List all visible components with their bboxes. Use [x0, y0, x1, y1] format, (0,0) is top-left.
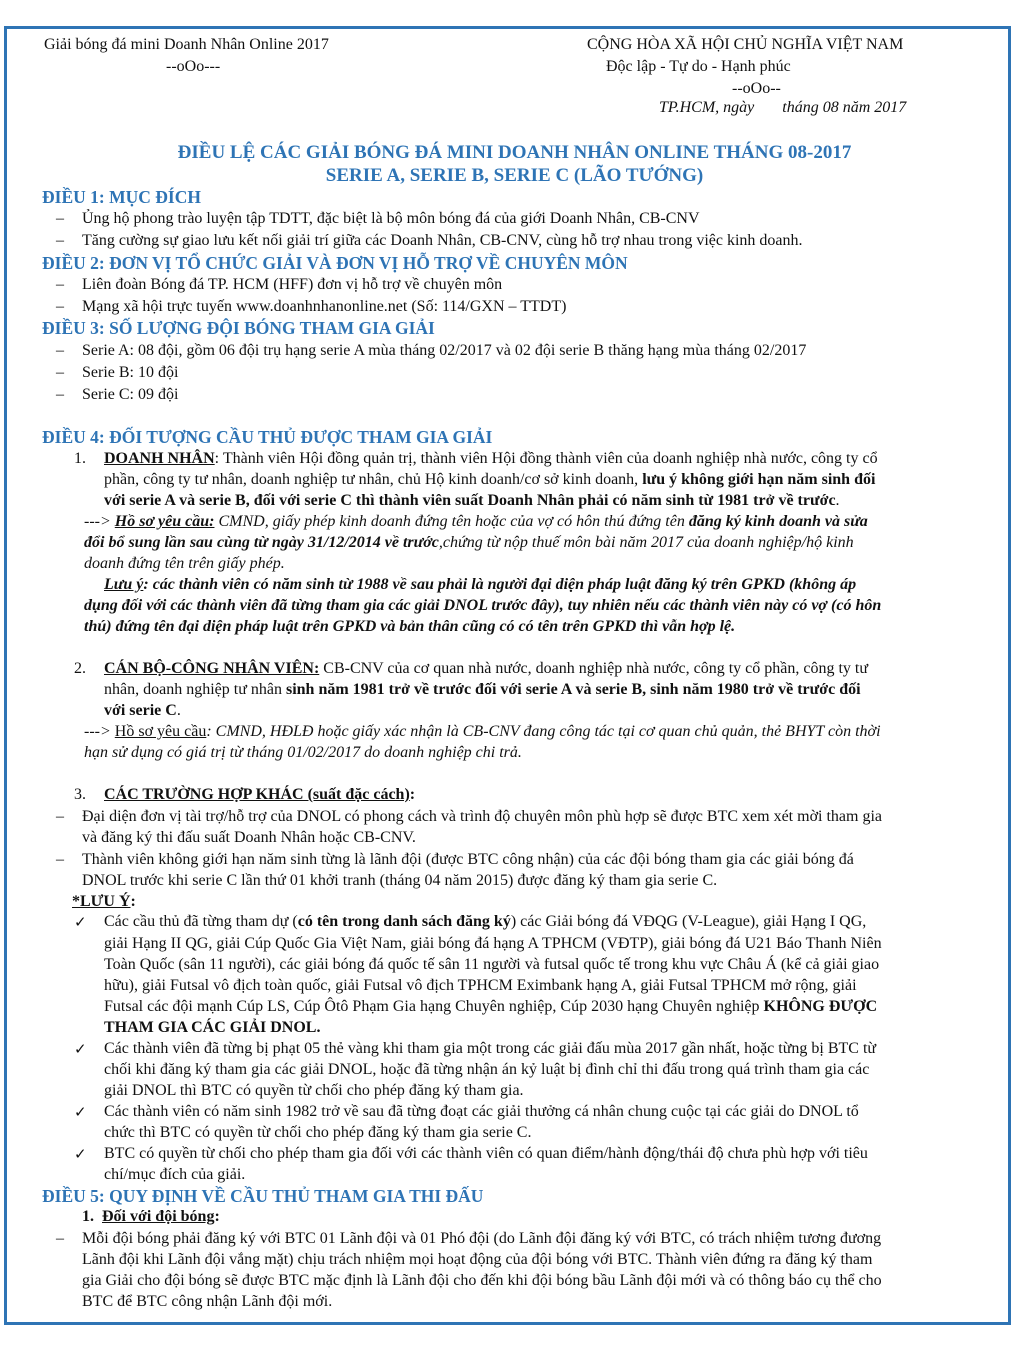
document-title: ĐIỀU LỆ CÁC GIẢI BÓNG ĐÁ MINI DOANH NHÂN ONLINE THÁNG 08-2017: [177, 142, 852, 163]
team-rule-line: Mỗi đội bóng phải đăng ký với BTC 01 Lãnh đội và 01 Phó đội (do Lãnh đội đăng ký với BTC, có trách nhiệm tương đương: [82, 1230, 882, 1247]
notice-line: Các thành viên có năm sinh 1982 trở về sau đã từng đoạt các giải thưởng cá nhân chung cuộc tại các giải do DNOL tổ: [104, 1103, 859, 1120]
special-case-line: và đăng ký thi đấu suất Doanh Nhân hoặc CB-CNV.: [82, 829, 416, 846]
motto: Độc lập - Tự do - Hạnh phúc: [606, 58, 791, 75]
item-number: 1.: [74, 450, 86, 467]
right-separator: --oOo--: [732, 80, 781, 97]
docs-label: Hồ sơ yêu cầu:: [114, 513, 215, 530]
check-icon: ✓: [74, 1105, 87, 1121]
item-number: 1.: [82, 1208, 94, 1225]
dash-marker: –: [56, 851, 64, 868]
special-case-line: Thành viên không giới hạn năm sinh từng là lãnh đội (được BTC công nhận) của các đội bóng tham gia các giải bóng đá: [82, 851, 854, 868]
businessman-paragraph-line: với serie A và serie B, đối với serie C thì thành viên suất Doanh Nhân phải có năm sinh từ 1981 trở về trước.: [104, 492, 840, 509]
businessman-docs-line: doanh đứng tên trên giấy phép.: [84, 555, 285, 572]
check-icon: ✓: [74, 1042, 87, 1058]
article-2-heading: ĐIỀU 2: ĐƠN VỊ TỔ CHỨC GIẢI VÀ ĐƠN VỊ HỖ TRỢ VỀ CHUYÊN MÔN: [42, 253, 628, 273]
document-date: TP.HCM, ngày tháng 08 năm 2017: [659, 99, 907, 116]
dash-marker: –: [56, 232, 64, 249]
dash-marker: –: [56, 386, 64, 403]
check-icon: ✓: [74, 915, 87, 931]
employee-paragraph-line: nhân, doanh nghiệp tư nhân sinh năm 1981 trở về trước đối với serie A và serie B, sinh năm 1980 trở về trước đối: [104, 681, 861, 698]
list-item: Serie C: 09 đội: [82, 386, 179, 403]
left-separator: --oOo---: [166, 58, 221, 75]
employee-paragraph-line: với serie C.: [104, 702, 181, 719]
article-3-heading: ĐIỀU 3: SỐ LƯỢNG ĐỘI BÓNG THAM GIA GIẢI: [42, 318, 435, 338]
list-item: Serie A: 08 đội, gồm 06 đội trụ hạng serie A mùa tháng 02/2017 và 02 đội serie B thăng hạng mùa tháng 02/2017: [82, 342, 807, 359]
team-rule-line: BTC để BTC công nhận Lãnh đội mới.: [82, 1293, 333, 1310]
list-item: Serie B: 10 đội: [82, 364, 179, 381]
note-label: Lưu ý: [104, 576, 144, 593]
article-1-heading: ĐIỀU 1: MỤC ĐÍCH: [42, 187, 201, 207]
businessman-paragraph-line: DOANH NHÂN: Thành viên Hội đồng quản trị, thành viên Hội đồng thành viên của doanh nghiệp nhà nước, công ty cổ: [104, 450, 878, 467]
document-subtitle: SERIE A, SERIE B, SERIE C (LÃO TƯỚNG): [325, 165, 704, 186]
list-item: Mạng xã hội trực tuyến www.doanhnhanonline.net (Số: 114/GXN – TTDT): [82, 298, 567, 315]
special-case-line: Đại diện đơn vị tài trợ/hỗ trợ của DNOL có phong cách và trình độ chuyên môn phù hợp sẽ được BTC xem xét mời tham gia: [82, 808, 883, 825]
businessman-paragraph-line: phần, công ty tư nhân, doanh nghiệp tư nhân, chủ Hộ kinh doanh/cơ sở kinh doanh, lưu ý không giới hạn năm sinh đối: [104, 471, 876, 488]
notice-line: Các cầu thủ đã từng tham dự (có tên trong danh sách đăng ký) các Giải bóng đá VĐQG (V-League), giải Hạng I QG,: [104, 913, 867, 930]
dash-marker: –: [56, 808, 64, 825]
list-item: Liên đoàn Bóng đá TP. HCM (HFF) đơn vị hỗ trợ về chuyên môn: [82, 276, 503, 293]
notice-line: Futsal các đội mạnh Cúp LS, Cúp Ôtô Phạm Gia hạng Chuyên nghiệp, Cúp 2030 hạng Chuyên nghiệp KHÔNG ĐƯỢC: [104, 998, 878, 1015]
notice-line: giải DNOL thì BTC có quyền từ chối cho phép đăng ký tham gia.: [104, 1082, 524, 1099]
item-number: 3.: [74, 786, 86, 803]
businessman-docs-line: ---> Hồ sơ yêu cầu: CMND, giấy phép kinh doanh đứng tên hoặc của vợ có hôn thú đứng tên đăng ký kinh doanh và sửa: [84, 513, 868, 530]
team-rule-line: Lãnh đội khi Lãnh đội vắng mặt) chịu trách nhiệm mọi hoạt động của đội bóng với BTC. Thành viên đứng ra đăng ký tham: [82, 1251, 873, 1268]
notice-line: BTC có quyền từ chối cho phép tham gia đối với các thành viên có quan điểm/hành động/thái độ chưa phù hợp với tiêu: [104, 1145, 868, 1162]
businessman-label: DOANH NHÂN: [104, 450, 215, 467]
item-number: 2.: [74, 660, 86, 677]
article-5-heading: ĐIỀU 5: QUY ĐỊNH VỀ CẦU THỦ THAM GIA THI ĐẤU: [42, 1186, 484, 1206]
dash-marker: –: [56, 210, 64, 227]
businessman-note-line: thú) đứng tên đại diện pháp luật trên GPKD và bản thân cũng có có tên trên GPKD thì vẫn hợp lệ.: [84, 618, 736, 635]
dash-marker: –: [56, 276, 64, 293]
special-case-line: DNOL trước khi serie C lần thứ 01 khởi tranh (tháng 04 năm 2015) được đăng ký tham gia serie C.: [82, 872, 718, 889]
notice-line: chí/mục đích của giải.: [104, 1166, 246, 1183]
dash-marker: –: [56, 298, 64, 315]
list-item: Tăng cường sự giao lưu kết nối giải trí giữa các Doanh Nhân, CB-CNV, cùng hỗ trợ nhau trong việc kinh doanh.: [82, 232, 803, 249]
article-4-heading: ĐIỀU 4: ĐỐI TƯỢNG CẦU THỦ ĐƯỢC THAM GIA GIẢI: [42, 427, 493, 447]
employee-label: CÁN BỘ-CÔNG NHÂN VIÊN:: [104, 660, 320, 677]
org-name: Giải bóng đá mini Doanh Nhân Online 2017: [44, 36, 329, 53]
notice-line: chức thì BTC có quyền từ chối cho phép đăng ký tham gia serie C.: [104, 1124, 532, 1141]
check-icon: ✓: [74, 1147, 87, 1163]
special-cases-heading: CÁC TRƯỜNG HỢP KHÁC (suất đặc cách):: [104, 786, 416, 803]
businessman-docs-line: đổi bổ sung lần sau cùng từ ngày 31/12/2014 về trước,chứng từ nộp thuế môn bài năm 2017 của doanh nghiệp/hộ kinh: [84, 534, 854, 551]
country-header: CỘNG HÒA XÃ HỘI CHỦ NGHĨA VIỆT NAM: [587, 36, 904, 53]
notice-line: chối khi đăng ký tham gia các giải DNOL, hoặc đã từng nhận án kỷ luật bị đình chỉ thi đấu trong quá trình tham gia các: [104, 1061, 870, 1078]
businessman-note-line: Lưu ý: các thành viên có năm sinh từ 1988 về sau phải là người đại diện pháp luật đăng ký trên GPKD (không áp: [104, 576, 857, 593]
team-rules-heading: Đối với đội bóng:: [102, 1208, 220, 1225]
employee-docs-line: hạn sử dụng có giá trị từ tháng 01/02/2017 do doanh nghiệp chi trả.: [84, 744, 522, 761]
notice-line: Toàn Quốc (sân 11 người), các giải bóng đá quốc tế sân 11 người và futsal quốc tế trong khu vực Châu Á (kể cả giải giao: [104, 956, 880, 973]
dash-marker: –: [56, 342, 64, 359]
notice-line: hữu), giải Futsal vô địch toàn quốc, giải Futsal vô địch TPHCM Eximbank hạng A, giải Futsal TPHCM mở rộng, giải: [104, 977, 857, 994]
dash-marker: –: [56, 364, 64, 381]
team-rule-line: gia Giải cho đội bóng sẽ được BTC mặc định là Lãnh đội cho đến khi đội bóng bầu Lãnh đội mới và có thông báo cụ thể cho: [82, 1272, 882, 1289]
employee-docs-line: ---> Hồ sơ yêu cầu: CMND, HĐLĐ hoặc giấy xác nhận là CB-CNV đang công tác tại cơ quan chủ quản, thẻ BHYT còn thời: [84, 723, 881, 740]
businessman-note-line: dụng đối với các thành viên đã từng tham gia các giải DNOL trước đây), tuy nhiên nếu các thành viên này có vợ (có hôn: [84, 597, 882, 614]
notice-heading: *LƯU Ý:: [72, 893, 136, 910]
employee-paragraph-line: CÁN BỘ-CÔNG NHÂN VIÊN: CB-CNV của cơ quan nhà nước, doanh nghiệp nhà nước, công ty cổ phần, công ty tư: [104, 660, 869, 677]
notice-line: THAM GIA CÁC GIẢI DNOL.: [104, 1019, 321, 1036]
notice-line: Các thành viên đã từng bị phạt 05 thẻ vàng khi tham gia một trong các giải đấu mùa 2017 gần nhất, hoặc từng bị BTC từ: [104, 1040, 877, 1057]
list-item: Ủng hộ phong trào luyện tập TDTT, đặc biệt là bộ môn bóng đá của giới Doanh Nhân, CB-CNV: [82, 210, 700, 227]
notice-line: giải Hạng II QG, giải Cúp Quốc Gia Việt Nam, giải bóng đá hạng A TPHCM (VĐTP), giải bóng đá U21 Báo Thanh Niên: [104, 935, 882, 952]
docs-label: Hồ sơ yêu cầu: [114, 723, 207, 740]
dash-marker: –: [56, 1230, 64, 1247]
